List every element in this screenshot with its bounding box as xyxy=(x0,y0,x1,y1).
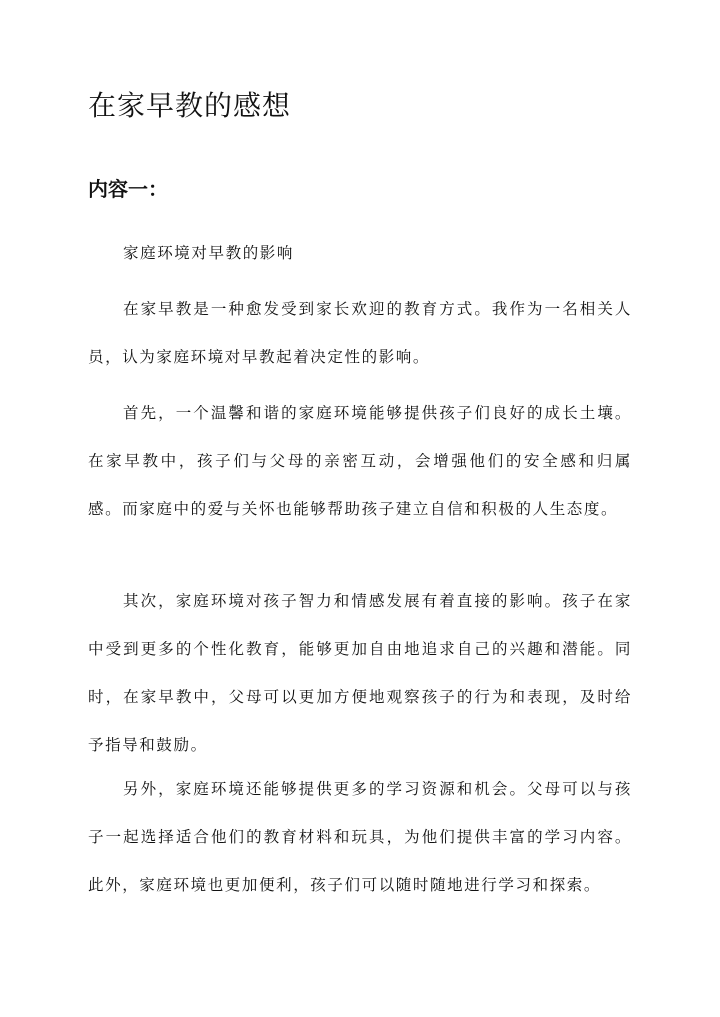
paragraph-third-point: 另外，家庭环境还能够提供更多的学习资源和机会。父母可以与孩子一起选择适合他们的教育材料和玩具，为他们提供丰富的学习内容。此外，家庭环境也更加便利，孩子们可以随时随地进行学习和探索。 xyxy=(88,780,632,894)
paragraph-second-point: 其次，家庭环境对孩子智力和情感发展有着直接的影响。孩子在家中受到更多的个性化教育，能够更加自由地追求自己的兴趣和潜能。同时，在家早教中，父母可以更加方便地观察孩子的行为和表现，及时给予指导和鼓励。 xyxy=(88,592,632,754)
section-heading: 内容一： xyxy=(88,177,168,201)
document-title: 在家早教的感想 xyxy=(88,89,292,122)
paragraph-subtitle: 家庭环境对早教的影响 xyxy=(123,244,295,262)
paragraph-first-point: 首先，一个温馨和谐的家庭环境能够提供孩子们良好的成长土壤。在家早教中，孩子们与父母的亲密互动，会增强他们的安全感和归属感。而家庭中的爱与关怀也能够帮助孩子建立自信和积极的人生态度。 xyxy=(88,404,632,518)
paragraph-intro: 在家早教是一种愈发受到家长欢迎的教育方式。我作为一名相关人员，认为家庭环境对早教起着决定性的影响。 xyxy=(88,300,632,366)
